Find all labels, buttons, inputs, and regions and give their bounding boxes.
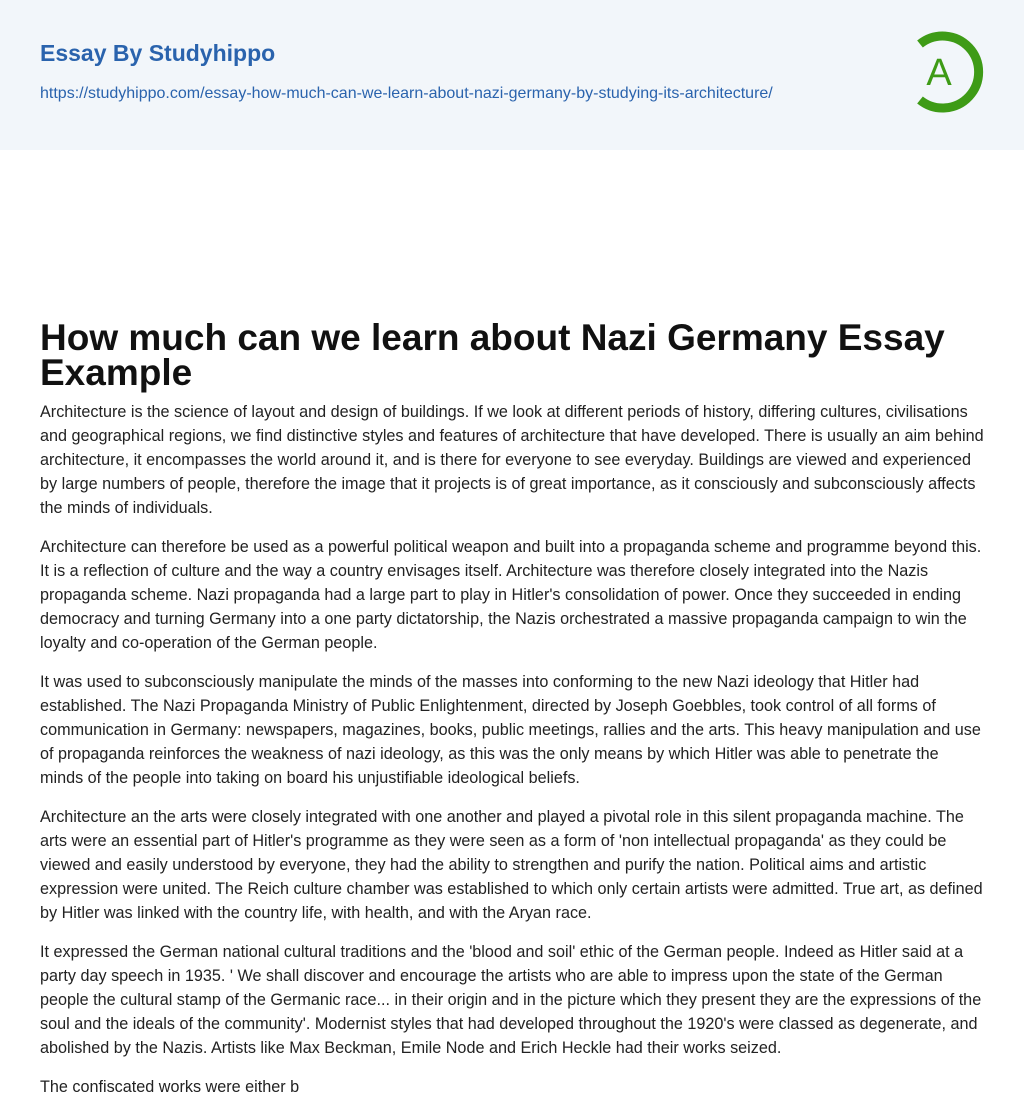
- paragraph: Architecture an the arts were closely integrated with one another and played a pivotal role in this silent propaganda machine. The arts were an essential part of Hitler's programme as they were seen as a form of 'non intellectual propaganda' as they could be viewed and easily understood by everyone, they had the ability to strengthen and purify the nation. Political aims and artistic expression were united. The Reich culture chamber was established to which only certain artists were admitted. True art, as defined by Hitler was linked with the country life, with health, and with the Aryan race.: [40, 808, 983, 922]
- studyhippo-logo-icon: [906, 28, 990, 116]
- brand-title: Essay By Studyhippo: [40, 40, 276, 66]
- svg-text:A: A: [926, 52, 952, 94]
- paragraph: It expressed the German national cultural traditions and the 'blood and soil' ethic of the German people. Indeed as Hitler said at a party day speech in 1935. ' We shall discover and encourage the artists who are able to impress upon the state of the German people the cultural stamp of the Germanic race... in their origin and in the picture which they present they are the expressions of the soul and the ideals of the community'. Modernist styles that had developed throughout the 1920's were classed as degenerate, and abolished by the Nazis. Artists like Max Beckman, Emile Node and Erich Heckle had their works seized.: [40, 943, 982, 1057]
- essay-url-link[interactable]: https://studyhippo.com/essay-how-much-can-we-learn-about-nazi-germany-by-studying-its-architecture/: [40, 85, 773, 102]
- paragraph: Architecture is the science of layout and design of buildings. If we look at different periods of history, differing cultures, civilisations and geographical regions, we find distinctive styles and features of architecture that have developed. There is usually an aim behind architecture, it encompasses the world around it, and is there for everyone to see everyday. Buildings are viewed and experienced by large numbers of people, therefore the image that it projects is of great importance, as it consciously and subconsciously affects the minds of individuals.: [40, 403, 984, 517]
- paragraph: Architecture can therefore be used as a powerful political weapon and built into a propaganda scheme and programme beyond this. It is a reflection of culture and the way a country envisages itself. Architecture was therefore closely integrated into the Nazis propaganda scheme. Nazi propaganda had a large part to play in Hitler's consolidation of power. Once they succeeded in ending democracy and turning Germany into a one party dictatorship, the Nazis orchestrated a massive propaganda campaign to win the loyalty and co-operation of the German people.: [40, 538, 982, 652]
- page-title: How much can we learn about Nazi Germany Essay Example: [40, 317, 945, 393]
- paragraph-truncated: The confiscated works were either b: [40, 1078, 300, 1096]
- site-header: [0, 0, 1024, 150]
- paragraph: It was used to subconsciously manipulate the minds of the masses into conforming to the new Nazi ideology that Hitler had established. The Nazi Propaganda Ministry of Public Enlightenment, directed by Joseph Goebbles, took control of all forms of communication in Germany: newspapers, magazines, books, public meetings, rallies and the arts. This heavy manipulation and use of propaganda reinforces the weakness of nazi ideology, as this was the only means by which Hitler was able to penetrate the minds of the people into taking on board his unjustifiable ideological beliefs.: [40, 673, 981, 787]
- essay-body: [0, 390, 1024, 1099]
